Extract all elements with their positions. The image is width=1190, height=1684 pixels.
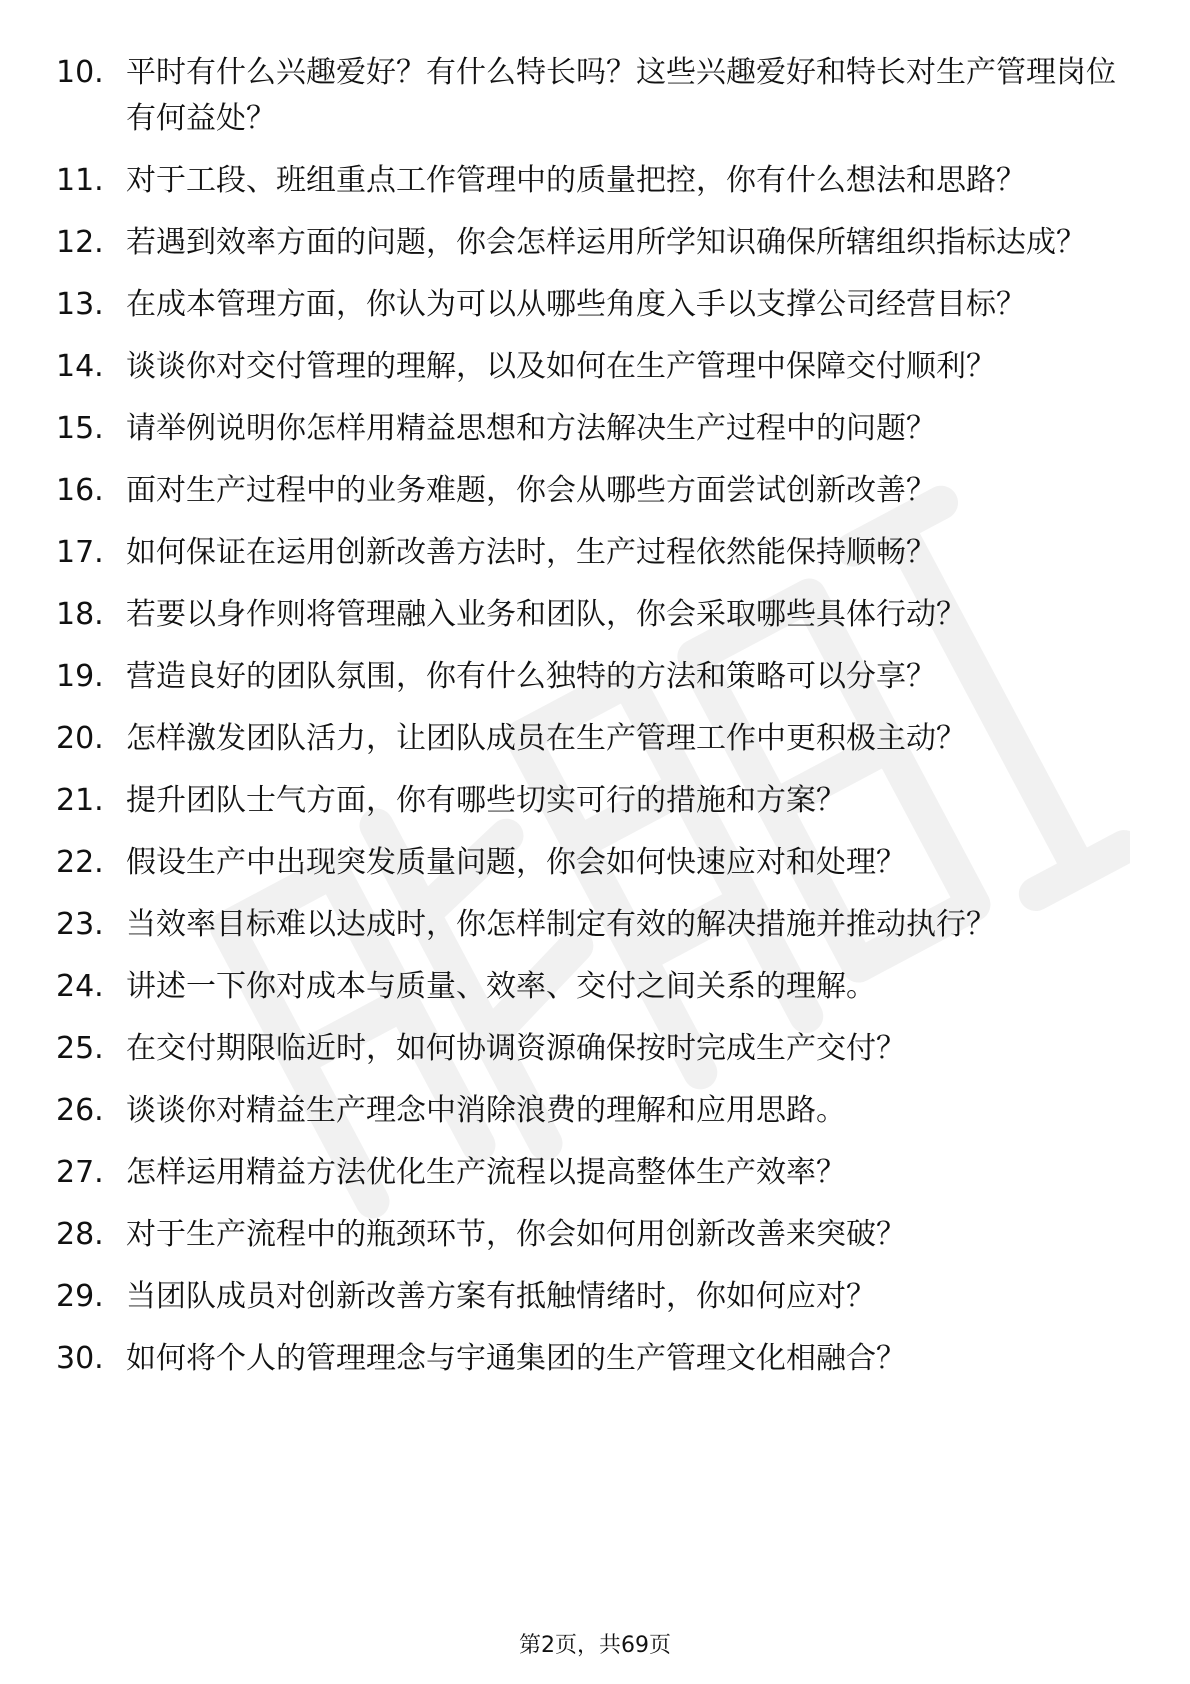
question-item-15	[56, 406, 1116, 452]
question-number: 16.	[56, 473, 104, 508]
question-item-25	[56, 1026, 1116, 1072]
question-number: 21.	[56, 783, 104, 818]
question-number: 19.	[56, 659, 104, 694]
question-text: 平时有什么兴趣爱好？有什么特长吗？这些兴趣爱好和特长对生产管理岗位有何益处？	[126, 55, 1116, 136]
question-number: 26.	[56, 1093, 104, 1128]
question-item-22	[56, 840, 1116, 886]
question-number: 11.	[56, 163, 104, 198]
question-number: 24.	[56, 969, 104, 1004]
question-item-13	[56, 282, 1116, 328]
question-text: 当效率目标难以达成时，你怎样制定有效的解决措施并推动执行？	[126, 907, 996, 942]
question-number: 23.	[56, 907, 104, 942]
question-text: 面对生产过程中的业务难题，你会从哪些方面尝试创新改善？	[126, 473, 936, 508]
question-item-23	[56, 902, 1116, 948]
question-item-12	[56, 220, 1116, 266]
question-number: 13.	[56, 287, 104, 322]
question-text: 营造良好的团队氛围，你有什么独特的方法和策略可以分享？	[126, 659, 936, 694]
question-item-19	[56, 654, 1116, 700]
question-number: 17.	[56, 535, 104, 570]
question-text: 在成本管理方面，你认为可以从哪些角度入手以支撑公司经营目标？	[126, 287, 1026, 322]
question-text: 怎样激发团队活力，让团队成员在生产管理工作中更积极主动？	[126, 721, 966, 756]
question-number: 20.	[56, 721, 104, 756]
question-number: 22.	[56, 845, 104, 880]
question-list	[56, 50, 1116, 1398]
question-text: 若要以身作则将管理融入业务和团队，你会采取哪些具体行动？	[126, 597, 966, 632]
question-text: 提升团队士气方面，你有哪些切实可行的措施和方案？	[126, 783, 846, 818]
question-number: 29.	[56, 1279, 104, 1314]
question-item-14	[56, 344, 1116, 390]
question-number: 14.	[56, 349, 104, 384]
question-text: 对于生产流程中的瓶颈环节，你会如何用创新改善来突破？	[126, 1217, 906, 1252]
question-number: 12.	[56, 225, 104, 260]
question-item-28	[56, 1212, 1116, 1258]
page-footer	[0, 1632, 1190, 1660]
question-number: 28.	[56, 1217, 104, 1252]
question-item-26	[56, 1088, 1116, 1134]
question-text: 如何将个人的管理理念与宇通集团的生产管理文化相融合？	[126, 1341, 906, 1376]
question-item-21	[56, 778, 1116, 824]
page-indicator: 第2页，共69页	[519, 1633, 671, 1658]
question-text: 如何保证在运用创新改善方法时，生产过程依然能保持顺畅？	[126, 535, 936, 570]
question-item-11	[56, 158, 1116, 204]
question-text: 谈谈你对交付管理的理解，以及如何在生产管理中保障交付顺利？	[126, 349, 996, 384]
question-number: 30.	[56, 1341, 104, 1376]
question-item-27	[56, 1150, 1116, 1196]
question-text: 在交付期限临近时，如何协调资源确保按时完成生产交付？	[126, 1031, 906, 1066]
question-text: 请举例说明你怎样用精益思想和方法解决生产过程中的问题？	[126, 411, 936, 446]
question-item-24	[56, 964, 1116, 1010]
question-text: 假设生产中出现突发质量问题，你会如何快速应对和处理？	[126, 845, 906, 880]
question-item-29	[56, 1274, 1116, 1320]
question-text: 若遇到效率方面的问题，你会怎样运用所学知识确保所辖组织指标达成？	[126, 225, 1086, 260]
question-text: 当团队成员对创新改善方案有抵触情绪时，你如何应对？	[126, 1279, 876, 1314]
question-text: 对于工段、班组重点工作管理中的质量把控，你有什么想法和思路？	[126, 163, 1026, 198]
question-text: 怎样运用精益方法优化生产流程以提高整体生产效率？	[126, 1155, 846, 1190]
question-item-16	[56, 468, 1116, 514]
question-number: 10.	[56, 55, 104, 90]
question-number: 25.	[56, 1031, 104, 1066]
question-item-30	[56, 1336, 1116, 1382]
question-text: 谈谈你对精益生产理念中消除浪费的理解和应用思路。	[126, 1093, 846, 1128]
question-item-17	[56, 530, 1116, 576]
question-number: 15.	[56, 411, 104, 446]
question-number: 18.	[56, 597, 104, 632]
question-item-20	[56, 716, 1116, 762]
question-text: 讲述一下你对成本与质量、效率、交付之间关系的理解。	[126, 969, 876, 1004]
question-item-10	[56, 50, 1116, 142]
question-number: 27.	[56, 1155, 104, 1190]
question-item-18	[56, 592, 1116, 638]
